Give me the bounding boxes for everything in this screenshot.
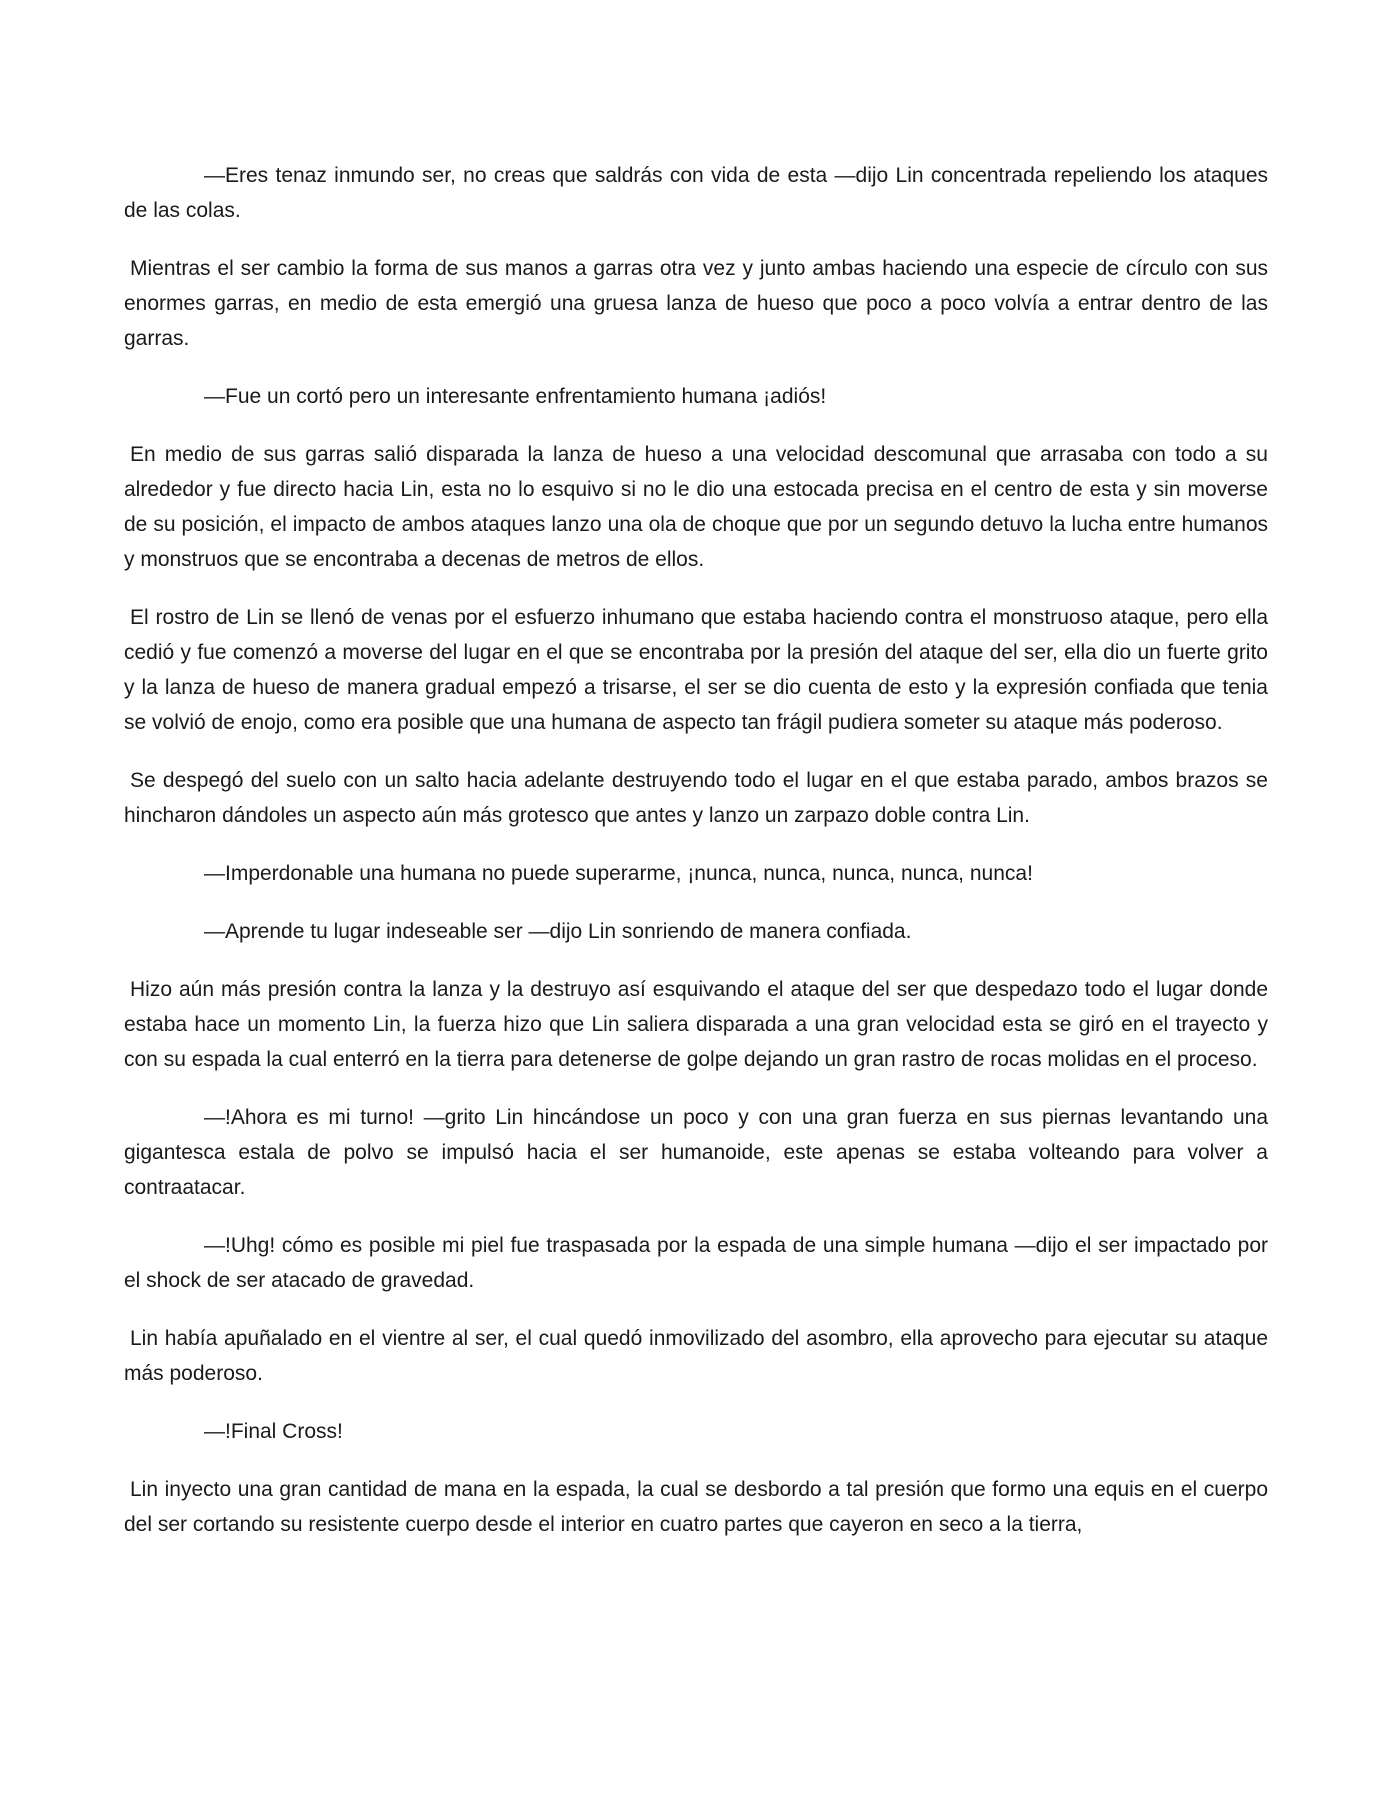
paragraph-dialogue: —Eres tenaz inmundo ser, no creas que saldrás con vida de esta —dijo Lin concentrada repeliendo los ataques de las colas.	[124, 164, 1268, 222]
paragraph-narration: Mientras el ser cambio la forma de sus manos a garras otra vez y junto ambas haciendo una especie de círculo con sus enormes garras, en medio de esta emergió una gruesa lanza de hueso que poco a poco volvía a entrar dentro de las garras.	[124, 257, 1268, 350]
paragraph-narration: En medio de sus garras salió disparada la lanza de hueso a una velocidad descomunal que arrasaba con todo a su alrededor y fue directo hacia Lin, esta no lo esquivo si no le dio una estocada precisa en el centro de esta y sin moverse de su posición, el impacto de ambos ataques lanzo una ola de choque que por un segundo detuvo la lucha entre humanos y monstruos que se encontraba a decenas de metros de ellos.	[124, 443, 1268, 571]
paragraph-narration: El rostro de Lin se llenó de venas por el esfuerzo inhumano que estaba haciendo contra el monstruoso ataque, pero ella cedió y fue comenzó a moverse del lugar en el que se encontraba por la presión del ataque del ser, ella dio un fuerte grito y la lanza de hueso de manera gradual empezó a trisarse, el ser se dio cuenta de esto y la expresión confiada que tenia se volvió de enojo, como era posible que una humana de aspecto tan frágil pudiera someter su ataque más poderoso.	[124, 606, 1268, 734]
paragraph-dialogue: —!Ahora es mi turno! —grito Lin hincándose un poco y con una gran fuerza en sus piernas levantando una gigantesca estala de polvo se impulsó hacia el ser humanoide, este apenas se estaba volteando para volver a contraatacar.	[124, 1106, 1268, 1199]
paragraph-narration: Lin inyecto una gran cantidad de mana en la espada, la cual se desbordo a tal presión que formo una equis en el cuerpo del ser cortando su resistente cuerpo desde el interior en cuatro partes que cayeron en seco a la tierra,	[124, 1478, 1268, 1536]
paragraph-dialogue: —!Final Cross!	[204, 1420, 343, 1443]
document-page	[124, 158, 1268, 1542]
paragraph-narration: Se despegó del suelo con un salto hacia adelante destruyendo todo el lugar en el que estaba parado, ambos brazos se hincharon dándoles un aspecto aún más grotesco que antes y lanzo un zarpazo doble contra Lin.	[124, 769, 1268, 827]
paragraph-dialogue: —Fue un cortó pero un interesante enfrentamiento humana ¡adiós!	[204, 385, 827, 408]
paragraph-dialogue: —Aprende tu lugar indeseable ser —dijo Lin sonriendo de manera confiada.	[204, 920, 912, 943]
paragraph-narration: Hizo aún más presión contra la lanza y la destruyo así esquivando el ataque del ser que despedazo todo el lugar donde estaba hace un momento Lin, la fuerza hizo que Lin saliera disparada a una gran velocidad esta se giró en el trayecto y con su espada la cual enterró en la tierra para detenerse de golpe dejando un gran rastro de rocas molidas en el proceso.	[124, 978, 1268, 1071]
paragraph-dialogue: —!Uhg! cómo es posible mi piel fue traspasada por la espada de una simple humana —dijo el ser impactado por el shock de ser atacado de gravedad.	[124, 1234, 1268, 1292]
paragraph-narration: Lin había apuñalado en el vientre al ser, el cual quedó inmovilizado del asombro, ella aprovecho para ejecutar su ataque más poderoso.	[124, 1327, 1268, 1385]
paragraph-dialogue: —Imperdonable una humana no puede superarme, ¡nunca, nunca, nunca, nunca, nunca!	[204, 862, 1033, 885]
